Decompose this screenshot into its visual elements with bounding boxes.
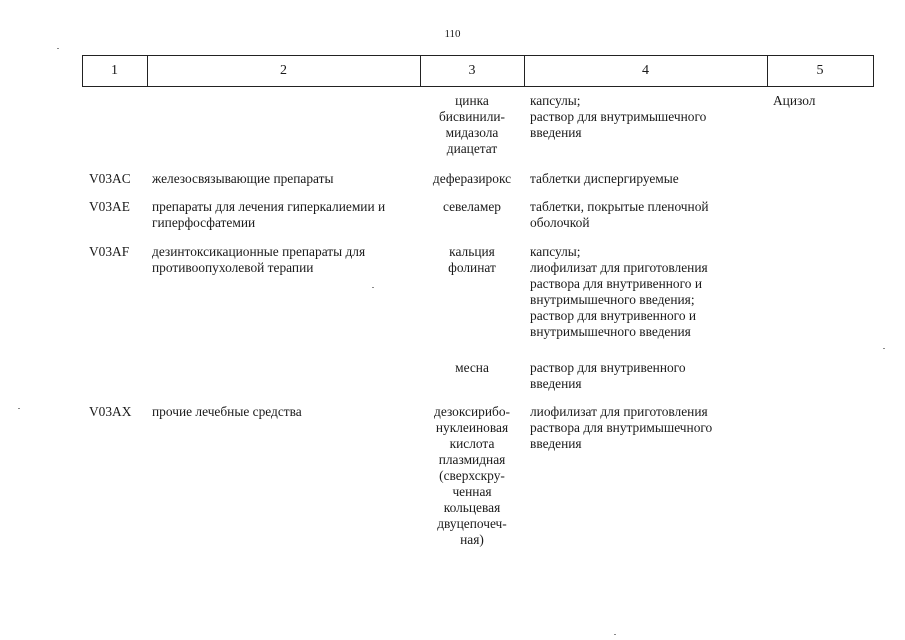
inn-cell: цинка бисвинили- мидазола диацетат [438, 93, 506, 156]
dosage-form-cell: лиофилизат для приготовления раствора для внутримышечного введения [530, 404, 713, 451]
inn-cell: кальция фолинат [448, 244, 496, 275]
group-name-cell: железосвязывающие препараты [152, 171, 334, 186]
column-divider [873, 55, 874, 86]
inn-cell: дезоксирибо- нуклеиновая кислота плазмидная (сверхскру- ченная кольцевая двуцепочеч- ная) [434, 404, 510, 547]
atc-code-cell: V03AF [89, 244, 130, 259]
inn-cell: севеламер [443, 199, 501, 214]
inn-cell: деферазирокс [432, 171, 512, 186]
scan-speck [372, 287, 374, 288]
group-name-cell: прочие лечебные средства [152, 404, 302, 419]
atc-code-cell: V03AX [89, 404, 132, 419]
scan-speck [57, 48, 59, 49]
page-number: 110 [444, 28, 461, 40]
dosage-form-cell: таблетки диспергируемые [530, 171, 679, 186]
atc-code-cell: V03AC [89, 171, 131, 186]
atc-code-cell: V03AE [89, 199, 130, 214]
scan-speck [883, 348, 885, 349]
dosage-form-cell: раствор для внутривенного введения [530, 360, 686, 391]
group-name-cell: препараты для лечения гиперкалиемии и гиперфосфатемии [152, 199, 386, 230]
dosage-form-cell: капсулы; раствор для внутримышечного введения [530, 93, 707, 140]
column-header-2: 2 [280, 63, 287, 78]
scan-speck [614, 634, 616, 635]
column-header-3: 3 [468, 63, 476, 78]
column-header-1: 1 [111, 63, 118, 78]
column-header-4: 4 [642, 63, 649, 78]
scan-speck [18, 408, 20, 409]
dosage-form-cell: таблетки, покрытые пленочной оболочкой [530, 199, 709, 230]
trade-name-cell: Ацизол [773, 93, 816, 108]
dosage-form-cell: капсулы; лиофилизат для приготовления раствора для внутривенного и внутримышечного введения; раствор для внутривенного и внутримышечного введения [530, 244, 708, 339]
inn-cell: месна [455, 360, 489, 375]
group-name-cell: дезинтоксикационные препараты для противоопухолевой терапии [152, 244, 366, 275]
column-header-5: 5 [816, 63, 824, 78]
